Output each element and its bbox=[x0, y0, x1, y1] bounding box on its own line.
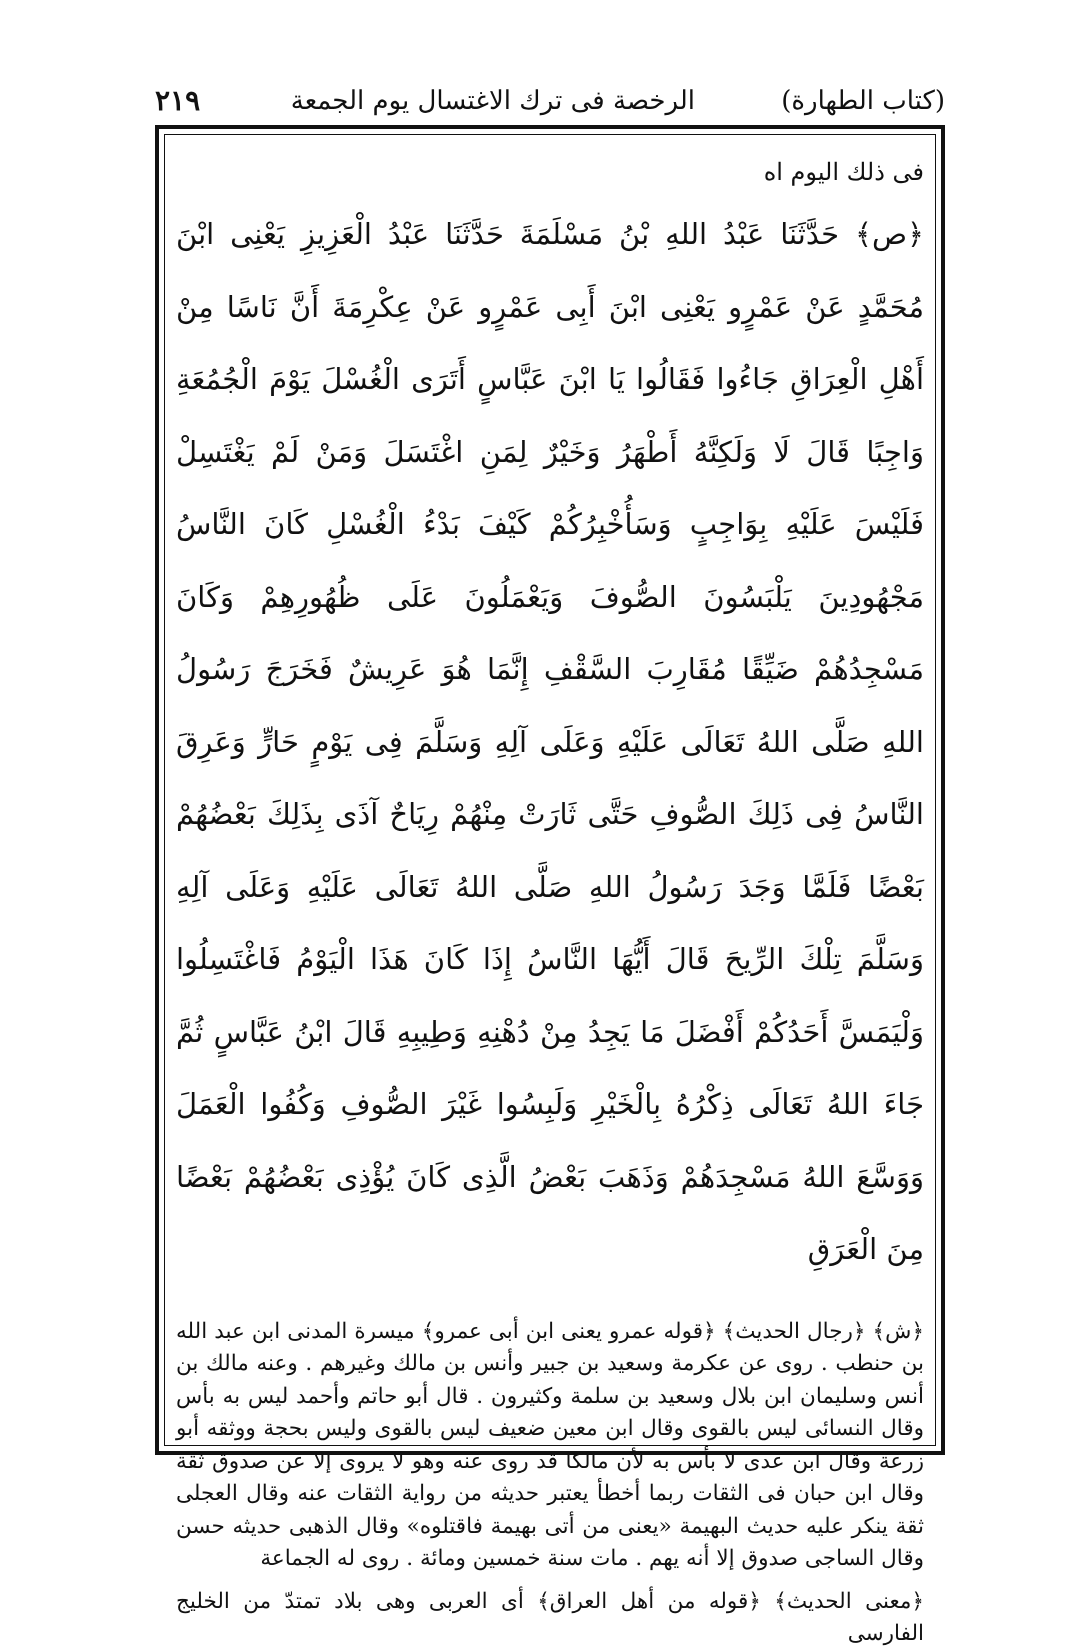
meaning-quote: ﴿قوله من أهل العراق﴾ bbox=[537, 1588, 761, 1614]
meaning-paragraph bbox=[176, 1586, 924, 1651]
page-number: ٢١٩ bbox=[155, 84, 201, 117]
page-content bbox=[176, 150, 924, 1651]
narrators-paragraph bbox=[176, 1316, 924, 1576]
hadith-text: حَدَّثَنَا عَبْدُ اللهِ بْنُ مَسْلَمَةَ حَدَّثَنَا عَبْدُ الْعَزِيزِ يَعْنِى ابْنَ مُحَمَّدٍ عَنْ عَمْرٍو يَعْنِى ابْنَ أَبِى عَمْرٍو عَنْ عِكْرِمَةَ أَنَّ نَاسًا مِنْ أَهْلِ الْعِرَاقِ جَاءُوا فَقَالُوا يَا ابْنَ عَبَّاسٍ أَتَرَى الْغُسْلَ يَوْمَ الْجُمُعَةِ وَاجِبًا قَالَ لَا وَلَكِنَّهُ أَطْهَرُ وَخَيْرٌ لِمَنِ اغْتَسَلَ وَمَنْ لَمْ يَغْتَسِلْ فَلَيْسَ عَلَيْهِ بِوَاجِبٍ وَسَأُخْبِرُكُمْ كَيْفَ بَدْءُ الْغُسْلِ كَانَ النَّاسُ مَجْهُودِينَ يَلْبَسُونَ الصُّوفَ وَيَعْمَلُونَ عَلَى ظُهُورِهِمْ وَكَانَ مَسْجِدُهُمْ ضَيِّقًا مُقَارِبَ السَّقْفِ إِنَّمَا هُوَ عَرِيشٌ فَخَرَجَ رَسُولُ اللهِ صَلَّى اللهُ تَعَالَى عَلَيْهِ وَعَلَى آلِهِ وَسَلَّمَ فِى يَوْمٍ حَارٍّ وَعَرِقَ النَّاسُ فِى ذَلِكَ الصُّوفِ حَتَّى ثَارَتْ مِنْهُمْ رِيَاحٌ آذَى بِذَلِكَ بَعْضُهُمْ بَعْضًا فَلَمَّا وَجَدَ رَسُولُ اللهِ صَلَّى اللهُ تَعَالَى عَلَيْهِ وَعَلَى آلِهِ وَسَلَّمَ تِلْكَ الرِّيحَ قَالَ أَيُّهَا النَّاسُ إِذَا كَانَ هَذَا الْيَوْمُ فَاغْتَسِلُوا وَلْيَمَسَّ أَحَدُكُمْ أَفْضَلَ مَا يَجِدُ مِنْ دُهْنِهِ وَطِيبِهِ قَالَ ابْنُ عَبَّاسٍ ثُمَّ جَاءَ اللهُ تَعَالَى ذِكْرُهُ بِالْخَيْرِ وَلَبِسُوا غَيْرَ الصُّوفِ وَكُفُوا الْعَمَلَ وَوَسَّعَ اللهُ مَسْجِدَهُمْ وَذَهَبَ بَعْضُ الَّذِى كَانَ يُؤْذِى بَعْضُهُمْ بَعْضًا مِنَ الْعَرَقِ bbox=[176, 217, 924, 1266]
narrators-heading: ﴿رجال الحديث﴾ bbox=[722, 1318, 866, 1344]
running-head-section: (كتاب الطهارة) bbox=[781, 86, 945, 116]
narrators-quote: ﴿قوله عمرو يعنى ابن أبى عمرو﴾ bbox=[421, 1318, 716, 1344]
meaning-text: أى العربى وهى بلاد تمتدّ من الخليج الفارسى bbox=[176, 1588, 924, 1646]
page-header bbox=[155, 80, 945, 124]
carryover-line: فى ذلك اليوم اه bbox=[763, 158, 924, 186]
running-head-title: الرخصة فى ترك الاغتسال يوم الجمعة bbox=[290, 86, 695, 116]
meaning-heading: ﴿معنى الحديث﴾ bbox=[774, 1588, 924, 1614]
commentary-marker: ﴿ش﴾ bbox=[872, 1318, 924, 1344]
hadith-marker: ﴿ص﴾ bbox=[854, 217, 924, 251]
commentary-section bbox=[176, 1316, 924, 1651]
hadith-paragraph bbox=[176, 198, 924, 1286]
narrators-text: ميسرة المدنى ابن عبد الله بن حنطب . روى عن عكرمة وسعيد بن جبير وأنس بن مالك وغيرهم . وعنه مالك بن أنس وسليمان ابن بلال وسعيد بن سلمة وكثيرون . قال أبو حاتم وأحمد ليس به بأس وقال النسائى ليس بالقوى وقال ابن معين ضعيف ليس بالقوى وليس بحجة ووثقه أبو زرعة وقال ابن عدى لا بأس به لأن مالكا قد روى عنه وهو لا يروى إلا عن صدوق ثقة وقال ابن حبان فى الثقات ربما أخطأ يعتبر حديثه من رواية الثقات عنه وقال العجلى ثقة ينكر عليه حديث البهيمة «يعنى من أتى بهيمة فاقتلوه» وقال الذهبى حديثه حسن وقال الساجى صدوق إلا أنه يهم . مات سنة خمسين ومائة . روى له الجماعة bbox=[176, 1318, 924, 1571]
